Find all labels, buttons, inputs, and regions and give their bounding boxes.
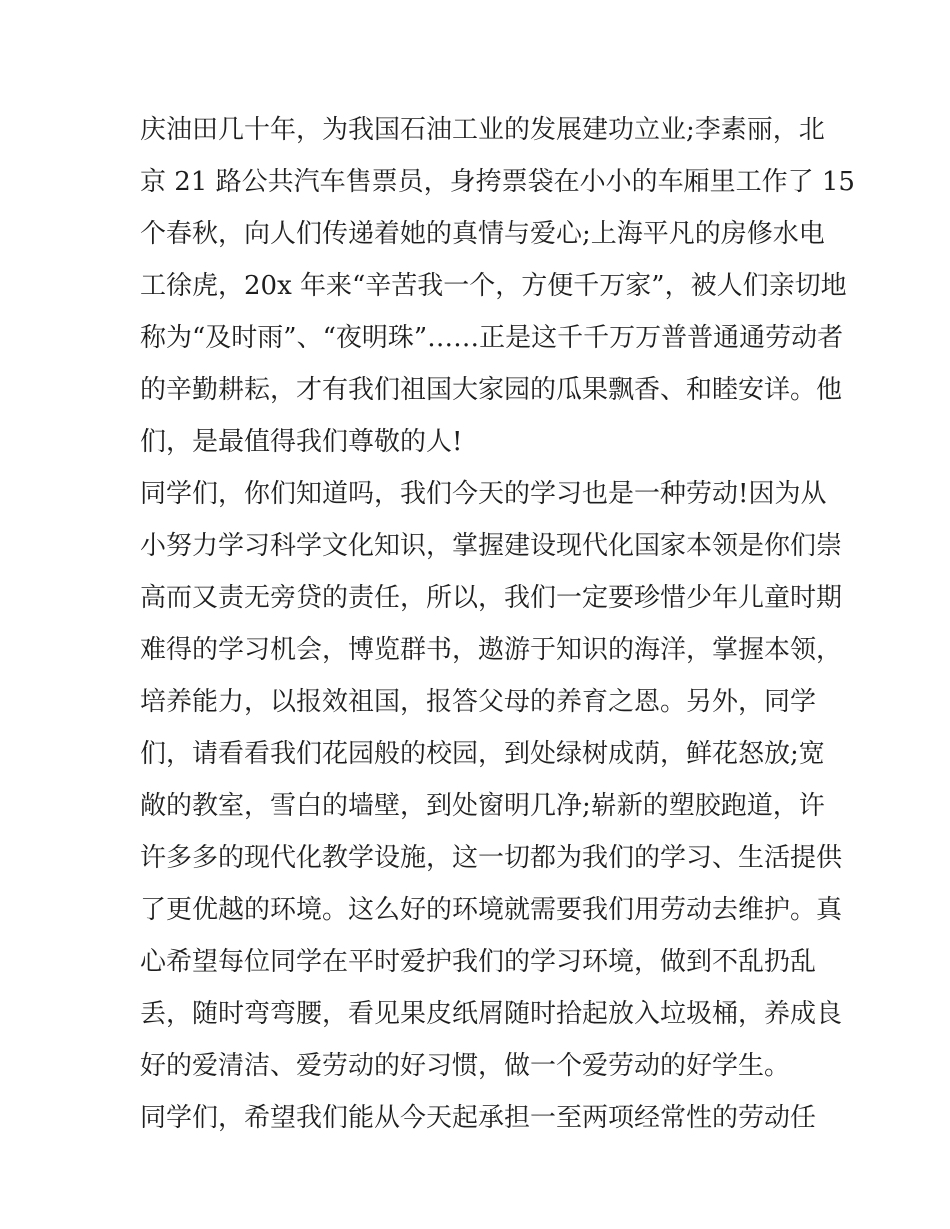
text-line: 丢，随时弯弯腰，看见果皮纸屑随时拾起放入垃圾桶，养成良 (140, 999, 843, 1029)
text-line: 同学们，你们知道吗，我们今天的学习也是一种劳动!因为从 (140, 479, 827, 509)
text-line: 庆油田几十年，为我国石油工业的发展建功立业;李素丽，北 (140, 115, 825, 145)
text-line: 京 21 路公共汽车售票员，身挎票袋在小小的车厢里工作了 15 (140, 167, 855, 197)
text-line: 小努力学习科学文化知识，掌握建设现代化国家本领是你们崇 (140, 531, 843, 561)
text-line: 们，是最值得我们尊敬的人! (140, 427, 463, 457)
text-line: 称为“及时雨”、“夜明珠”……正是这千千万万普普通通劳动者 (140, 323, 844, 353)
text-line: 高而又责无旁贷的责任，所以，我们一定要珍惜少年儿童时期 (140, 583, 843, 613)
text-line: 培养能力，以报效祖国，报答父母的养育之恩。另外，同学 (140, 687, 817, 717)
text-line: 心希望每位同学在平时爱护我们的学习环境，做到不乱扔乱 (140, 947, 817, 977)
text-line: 许多多的现代化教学设施，这一切都为我们的学习、生活提供 (140, 843, 843, 873)
text-line: 同学们，希望我们能从今天起承担一至两项经常性的劳动任 (140, 1103, 817, 1133)
text-line: 个春秋，向人们传递着她的真情与爱心;上海平凡的房修水电 (140, 219, 825, 249)
text-line: 工徐虎，20x 年来“辛苦我一个，方便千万家”，被人们亲切地 (140, 271, 847, 301)
text-line: 的辛勤耕耘，才有我们祖国大家园的瓜果飘香、和睦安详。他 (140, 375, 843, 405)
text-line: 敞的教室，雪白的墙壁，到处窗明几净;崭新的塑胶跑道，许 (140, 791, 825, 821)
text-line: 了更优越的环境。这么好的环境就需要我们用劳动去维护。真 (140, 895, 843, 925)
body-text (140, 104, 855, 1144)
text-line: 好的爱清洁、爱劳动的好习惯，做一个爱劳动的好学生。 (140, 1051, 791, 1081)
text-line: 难得的学习机会，博览群书，遨游于知识的海洋，掌握本领， (140, 635, 843, 665)
text-line: 们，请看看我们花园般的校园，到处绿树成荫，鲜花怒放;宽 (140, 739, 825, 769)
